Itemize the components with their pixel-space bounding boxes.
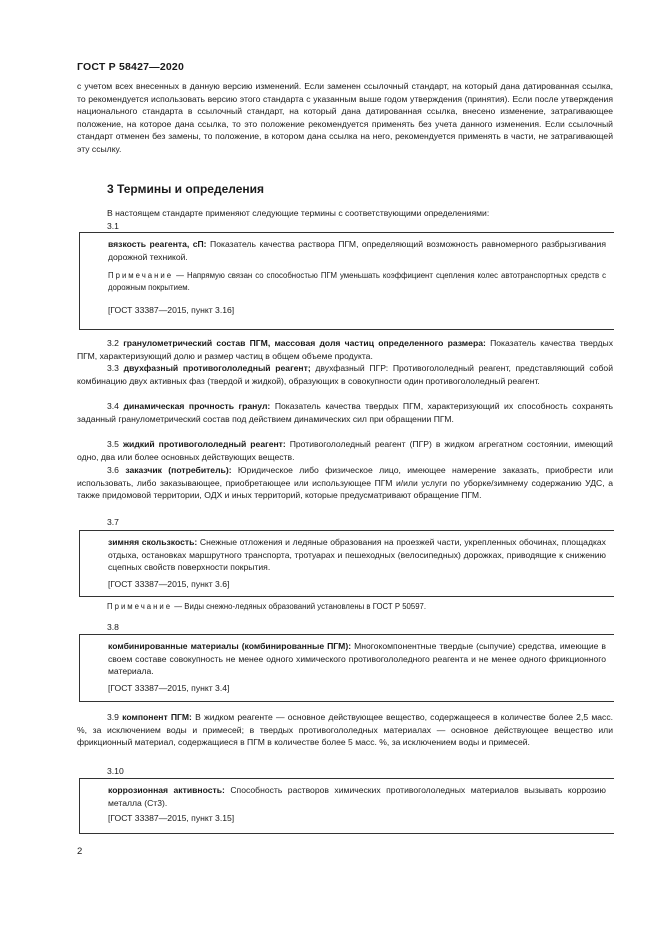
term-3-7-name: зимняя скользкость: [108,537,198,547]
term-3-7-definition: Снежные отложения и ледяные образования на проезжей части, укрепленных обочинах, площадках отдыха, остановках маршрутного транспорта, тротуарах и пешеходных (велосипедных) дорожках, приводящие к снижению сцепных свойств поверхности покрытия. [108,537,606,573]
term-box-3-8 [79,634,614,702]
term-3-1-note-text: — Напрямую связан со способностью ПГМ уменьшать коэффициент сцепления колес автотранспортных средств с дорожным покрытием. [108,271,606,292]
term-3-5-number: 3.5 [107,439,119,449]
term-3-1-reference: [ГОСТ 33387—2015, пункт 3.16] [108,305,235,315]
term-3-7-reference: [ГОСТ 33387—2015, пункт 3.6] [108,579,230,589]
term-3-5-name: жидкий противогололедный реагент: [122,439,286,449]
term-3-3 [77,362,613,387]
term-number-3-7: 3.7 [107,517,119,527]
term-3-1-note [108,270,606,293]
term-3-7-note-text: — Виды снежно-ледяных образований установлены в ГОСТ Р 50597. [172,602,427,611]
term-3-2 [77,337,613,362]
term-3-10-text [108,784,606,809]
term-number-3-8: 3.8 [107,622,119,632]
term-3-4-name: динамическая прочность гранул: [123,401,271,411]
note-label: Примечание [108,271,174,280]
term-3-10-reference: [ГОСТ 33387—2015, пункт 3.15] [108,813,235,823]
term-3-6-definition: Юридическое либо физическое лицо, имеющее намерение заказать, приобрести или использовать, либо заказывающее, приобретающее или использующее ПГМ и/или услуги по уборке/зимнему содержанию УДС, а также придомовой территории, ОДХ и иных территорий, которые предусматривают обращение ПГМ. [77,465,614,501]
intro-paragraph: с учетом всех внесенных в данную версию изменений. Если заменен ссылочный стандарт, на который дана датированная ссылка, то рекомендуется использовать версию этого стандарта с указанным выше годом утверждения (принятия). Если после утверждения национального стандарта в ссылочный стандарт, на который дана датированная ссылка, внесено изменение, затрагивающее положение, на которое дана ссылка, то это положение рекомендуется применять без учета данного изменения. Если ссылочный стандарт отменен без замены, то положение, в котором дана ссылка на него, рекомендуется применять в части, не затрагивающей эту ссылку. [77,81,613,154]
term-3-2-definition: Показатель качества твердых ПГМ, характеризующий долю и размер частиц в общем объеме продукта. [77,338,614,361]
term-3-7-text [108,536,606,574]
term-3-4-number: 3.4 [107,401,119,411]
term-3-6-name: заказчик (потребитель): [125,465,232,475]
term-3-8-name: комбинированные материалы (комбинированные ПГМ): [108,641,352,651]
term-3-9-name: компонент ПГМ: [122,712,192,722]
term-number-3-1: 3.1 [107,221,119,231]
term-3-5 [77,438,613,463]
term-3-1-definition: Показатель качества раствора ПГМ, определяющий возможность равномерного разбрызгивания дорожной техникой. [108,239,606,262]
term-3-3-definition: двухфазный ПГР: Противогололедный реагент, представляющий собой комбинацию двух активных фаз (твердой и жидкой), образующих в совокупности один противогололедный реагент. [77,363,613,386]
term-3-1-name: вязкость реагента, сП: [108,239,207,249]
term-3-4-definition: Показатель качества твердых ПГМ, характеризующий их способность сохранять заданный гранулометрический состав под действием динамических сил при обращении ПГМ. [77,401,614,424]
term-3-10-definition: Способность растворов химических противогололедных материалов вызывать коррозию металла (Ст3). [108,785,606,808]
term-3-2-name: гранулометрический состав ПГМ, массовая доля частиц определенного размера: [123,338,486,348]
term-3-4 [77,400,613,425]
term-3-1-text [108,238,606,263]
section-lead: В настоящем стандарте применяют следующие термины с соответствующими определениями: [107,208,490,218]
term-3-9-number: 3.9 [107,712,119,722]
term-3-8-reference: [ГОСТ 33387—2015, пункт 3.4] [108,683,230,693]
page-number: 2 [77,846,83,857]
term-3-2-number: 3.2 [107,338,119,348]
term-box-3-1 [79,232,614,330]
term-3-9 [77,711,613,749]
term-3-3-number: 3.3 [107,363,119,373]
term-3-10-name: коррозионная активность: [108,785,225,795]
term-3-6-number: 3.6 [107,465,119,475]
term-number-3-10: 3.10 [107,766,124,776]
note-label: Примечание [107,602,173,611]
section-title: 3 Термины и определения [107,182,265,196]
term-3-3-name: двухфазный противогололедный реагент; [123,363,311,373]
term-3-6 [77,464,613,502]
term-box-3-10 [79,778,614,834]
term-3-7-note [107,601,613,614]
document-header: ГОСТ Р 58427—2020 [77,61,185,73]
term-3-9-definition: В жидком реагенте — основное действующее вещество, содержащееся в количестве более 2,5 масс. %, за исключением воды и примесей; в твердых противогололедных материалах — основное действующее вещество или фрикционный материал, содержащиеся в ПГМ в количестве более 5 масс. %, за исключением воды и примесей. [77,712,613,748]
term-3-8-text [108,640,606,678]
term-3-8-definition: Многокомпонентные твердые (сыпучие) средства, имеющие в своем составе совокупность не менее одного химического противогололедного реагента и не менее одного фрикционного материала. [108,641,606,677]
term-box-3-7 [79,530,614,597]
term-3-5-definition: Противогололедный реагент (ПГР) в жидком агрегатном состоянии, имеющий одно, два или более основных действующих веществ. [77,439,613,462]
